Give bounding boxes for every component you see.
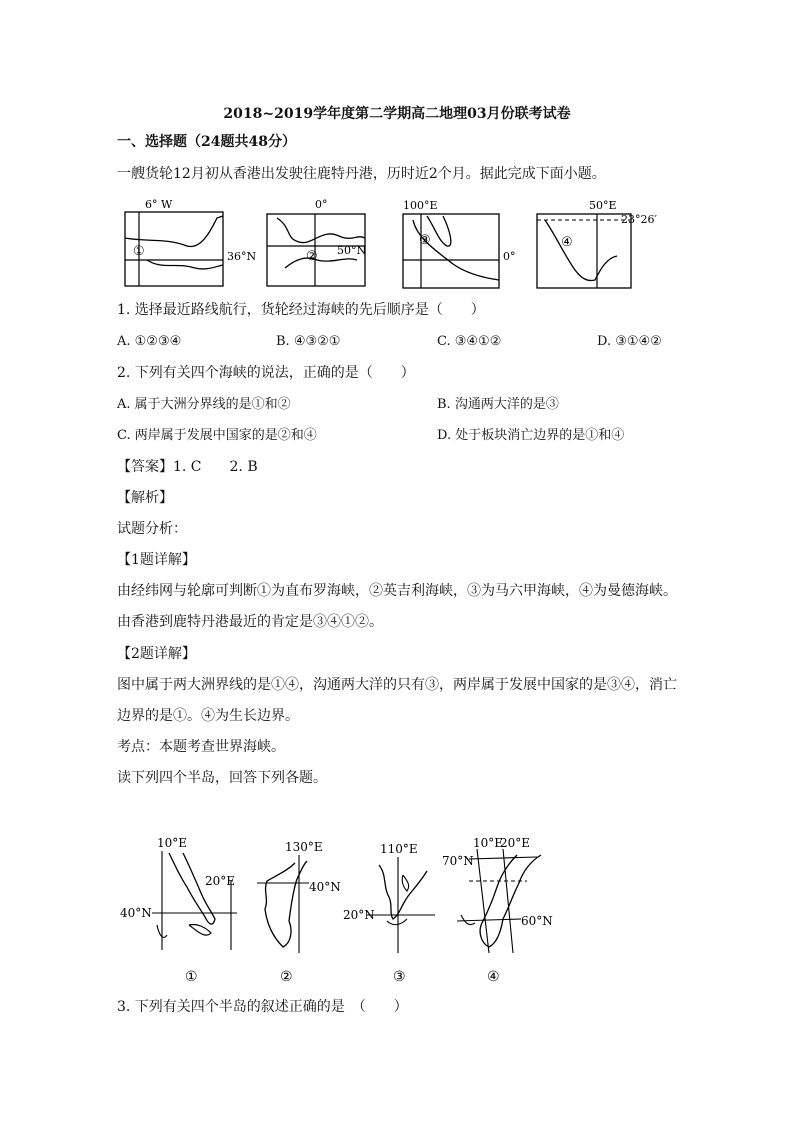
q2-option-c: C. 两岸属于发展中国家的是②和④ [117,428,317,443]
map3-lat-label: 0° [503,250,516,263]
q2-option-d: D. 处于板块消亡边界的是①和④ [437,428,625,443]
map4-lat-label: 23°26′ [621,213,657,226]
peninsula1-number: ① [185,969,198,985]
peninsula-map-4 [442,836,553,985]
page-title: 2018~2019学年度第二学期高二地理03月份联考试卷 [223,106,571,122]
section-heading: 一、选择题（24题共48分） [117,134,296,150]
q2-option-b: B. 沟通两大洋的是③ [437,397,559,412]
peninsula2-lon-label: 130°E [285,840,323,854]
strait-map-2 [267,198,366,286]
map2-number: ② [306,249,318,264]
peninsula4-number: ④ [487,969,500,985]
q1-option-d: D. ③①④② [597,334,662,349]
peninsula1-lat-label: 40°N [120,906,152,920]
strait-maps-figure [117,198,657,294]
strait-map-1 [125,198,256,286]
map1-lat-label: 36°N [227,250,257,263]
peninsula4-lat2-label: 60°N [521,914,553,928]
peninsula1-lon2-label: 20°E [205,874,236,888]
strait-map-4 [537,199,657,288]
map1-number: ① [133,244,145,259]
detail-2-line-2: 边界的是①。④为生长边界。 [117,708,299,724]
peninsula1-lon-label: 10°E [157,836,188,850]
map2-lat-label: 50°N [337,244,367,257]
peninsula4-lat-label: 70°N [442,854,474,868]
question-intro: 一艘货轮12月初从香港出发驶往鹿特丹港，历时近2个月。据此完成下面小题。 [117,166,606,182]
question-1-stem: 1. 选择最近路线航行，货轮经过海峡的先后顺序是（ ） [117,302,485,318]
analysis-intro: 试题分析： [117,521,187,537]
q1-option-c: C. ③④①② [437,334,502,349]
peninsula3-lat-label: 20°N [343,908,375,922]
peninsula-map-1 [120,836,237,985]
analysis-heading: 【解析】 [117,490,173,506]
detail-2-heading: 【2题详解】 [117,646,196,662]
q2-option-a: A. 属于大洲分界线的是①和② [117,397,291,412]
peninsula4-lon-label: 10°E [473,836,504,850]
q1-option-a: A. ①②③④ [117,334,182,349]
peninsula-map-2 [257,840,341,985]
question-2-stem: 2. 下列有关四个海峡的说法，正确的是（ ） [117,365,415,381]
answer-line: 【答案】1. C 2. B [117,459,258,475]
kaodian-line: 考点：本题考查世界海峡。 [117,739,285,755]
peninsula2-lat-label: 40°N [309,880,341,894]
peninsula3-lon-label: 110°E [380,842,418,856]
peninsula2-number: ② [280,969,293,985]
detail-2-line-1: 图中属于两大洲界线的是①④，沟通两大洋的只有③，两岸属于发展中国家的是③④，消亡 [117,677,677,693]
detail-1-heading: 【1题详解】 [117,552,196,568]
peninsula-map-3 [343,842,435,985]
map2-lon-label: 0° [315,198,328,211]
strait-map-3 [403,199,516,288]
question-3-stem: 3. 下列有关四个半岛的叙述正确的是 （ ） [117,999,408,1015]
peninsula-maps-figure [117,835,567,985]
map3-lon-label: 100°E [403,199,438,212]
map4-number: ④ [561,235,573,250]
map3-number: ③ [419,233,431,248]
map4-lon-label: 50°E [589,199,617,212]
detail-1-line-1: 由经纬网与轮廓可判断①为直布罗海峡，②英吉利海峡，③为马六甲海峡，④为曼德海峡。 [117,583,677,599]
map1-lon-label: 6° W [145,198,173,211]
question-intro-2: 读下列四个半岛，回答下列各题。 [117,770,327,786]
q1-option-b: B. ④③②① [276,334,341,349]
detail-1-line-2: 由香港到鹿特丹港最近的肯定是③④①②。 [117,614,383,630]
peninsula3-number: ③ [393,969,406,985]
peninsula4-lon2-label: 20°E [500,836,531,850]
